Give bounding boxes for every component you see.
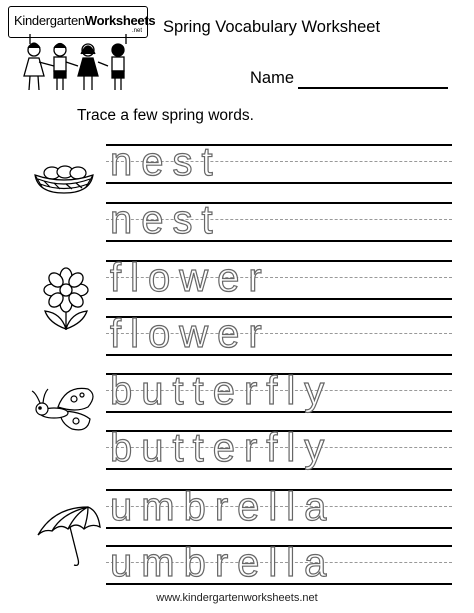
site-logo (8, 6, 156, 94)
trace-word[interactable]: nest (110, 198, 222, 242)
tracing-row-nest-2 (106, 198, 452, 244)
nest-icon (32, 159, 96, 197)
footer-url[interactable]: www.kindergartenworksheets.net (156, 592, 318, 604)
trace-word[interactable]: nest (110, 140, 222, 184)
instructions: Trace a few spring words. (77, 107, 254, 124)
worksheet-title: Spring Vocabulary Worksheet (163, 18, 381, 36)
tracing-row-butterfly-1 (106, 369, 452, 415)
trace-word[interactable]: flower (110, 256, 271, 300)
butterfly-icon (30, 385, 100, 437)
trace-word[interactable]: butterfly (110, 426, 334, 470)
trace-word[interactable]: butterfly (110, 369, 334, 413)
umbrella-icon (36, 505, 102, 569)
kids-illustration-icon (16, 34, 141, 94)
trace-word[interactable]: umbrella (110, 485, 336, 529)
logo-net: .net (131, 28, 142, 34)
logo-text-part2: Worksheets (84, 13, 156, 28)
tracing-row-umbrella-1 (106, 485, 452, 531)
name-label: Name (250, 69, 295, 87)
name-line (298, 87, 448, 89)
tracing-row-flower-1 (106, 256, 452, 302)
tracing-row-butterfly-2 (106, 426, 452, 472)
tracing-row-nest-1 (106, 140, 452, 186)
logo-text (14, 13, 155, 28)
trace-word[interactable]: umbrella (110, 541, 336, 585)
flower-icon (37, 267, 95, 331)
tracing-row-umbrella-2 (106, 541, 452, 587)
logo-text-part1: Kindergarten (14, 13, 85, 28)
trace-word[interactable]: flower (110, 312, 271, 356)
tracing-row-flower-2 (106, 312, 452, 358)
